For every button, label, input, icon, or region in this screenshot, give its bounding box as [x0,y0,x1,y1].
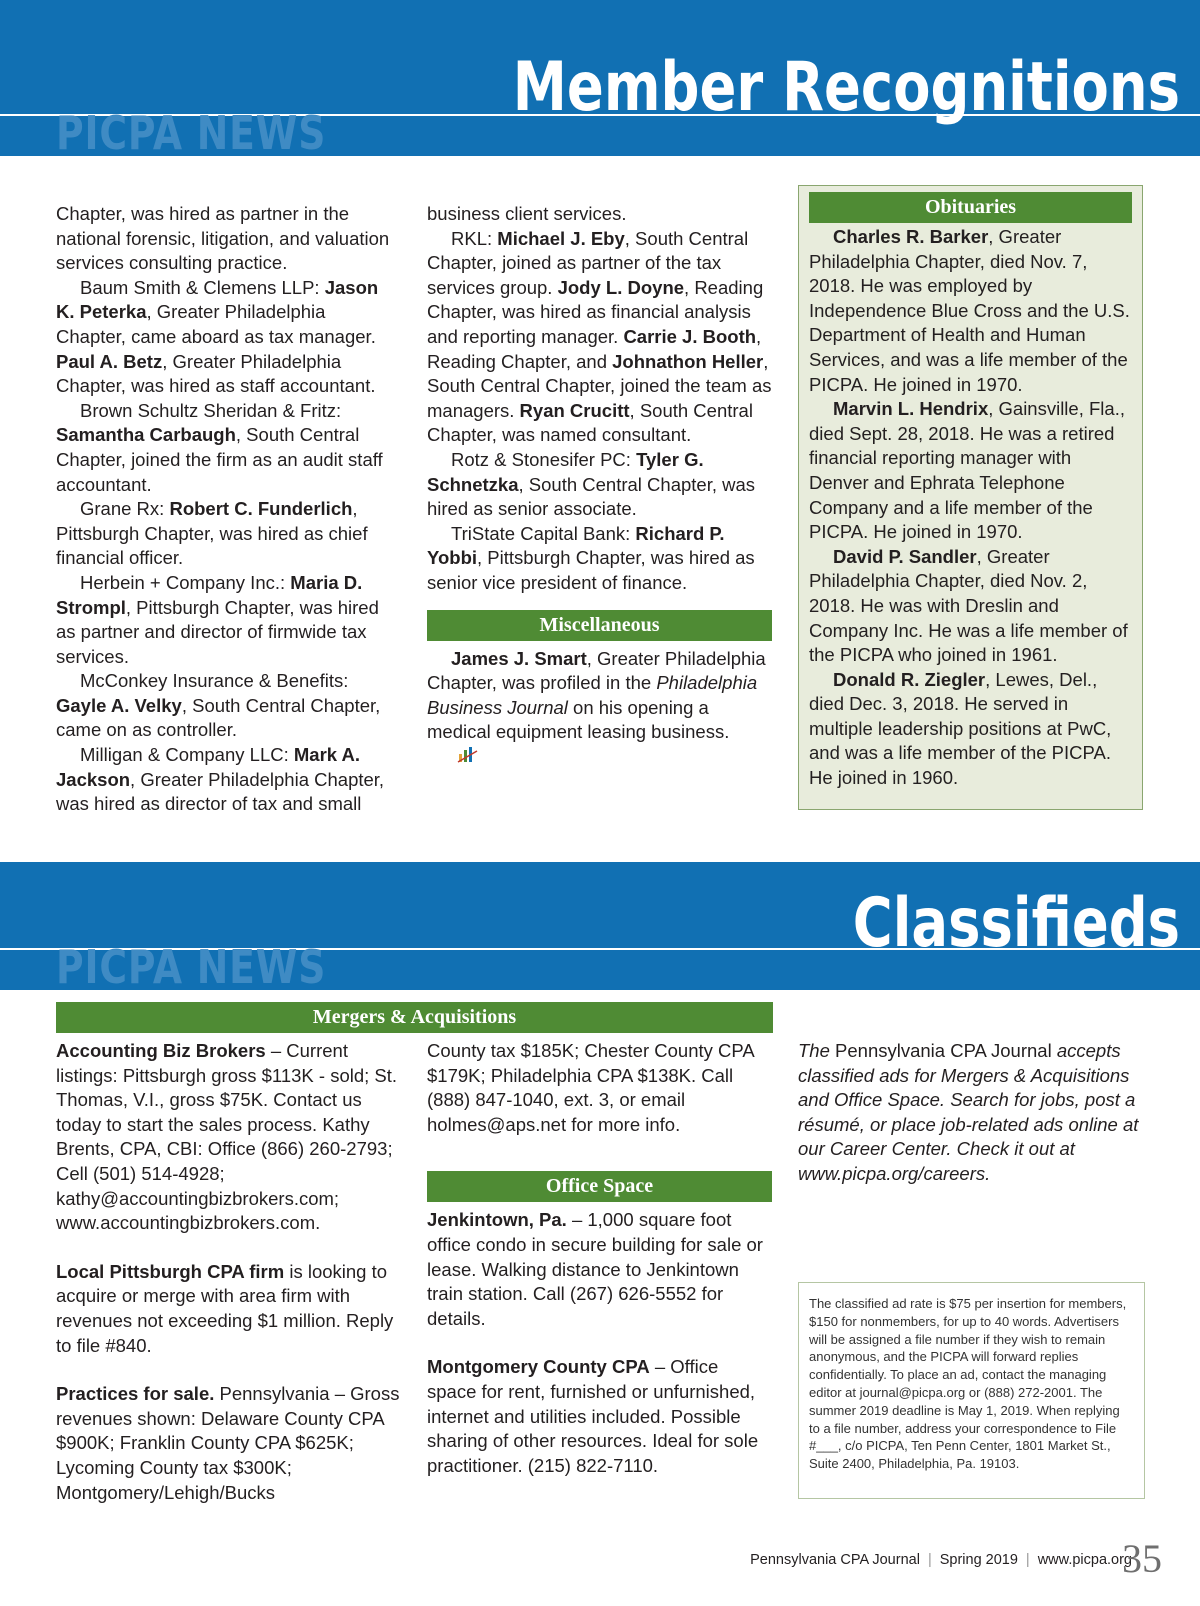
office-space-header: Office Space [427,1171,772,1202]
paragraph [427,448,772,522]
text-run: , Greater Philadelphia Chapter, was profiled in the [427,647,766,694]
text-run: , South Central Chapter, joined the firm as an audit staff accountant. [56,424,383,495]
text-run: , Reading Chapter, and [427,325,762,372]
bold-name: Johnathon Heller [612,350,764,372]
recognitions-column-2-text [427,202,772,596]
text-run: – Current listings: Pittsburgh gross $113K - sold; St. Thomas, V.I., gross $75K. Contact us today to start the sales process. Kathy Brents, CPA, CBI: Office (866) 260-2793; Cell (501) 514-4928; kathy@accountingbizbrokers.com; www.accountingbizbrokers.com. [56,1040,398,1234]
recognitions-column-1 [56,202,398,817]
footer-website: www.picpa.org [1037,1552,1132,1568]
paragraph [427,1355,772,1478]
bold-name: Carrie J. Booth [623,325,757,347]
text-run: Chapter, was hired as partner in the national forensic, litigation, and valuation services consulting practice. [56,203,390,274]
paragraph [427,1039,772,1137]
text-run: , Lewes, Del., died Dec. 3, 2018. He served in multiple leadership positions at PwC, and was a life member of the PICPA. He joined in 1960. [809,668,1112,789]
text-run: is looking to acquire or merge with area firm with revenues not exceeding $1 million. Reply to file #840. [56,1260,394,1356]
obituaries-header: Obituaries [809,192,1132,223]
paragraph-spacer [56,1358,401,1382]
text-run: , Pittsburgh Chapter, was hired as chief financial officer. [56,498,368,569]
classifieds-column-1 [56,1039,401,1505]
footer-separator: | [927,1552,932,1568]
paragraph-spacer [427,1331,772,1355]
text-run: , Greater Philadelphia Chapter, came aboard as tax manager. [56,301,376,347]
text-run: , Pittsburgh Chapter, was hired as senior vice president of finance. [427,547,755,593]
bold-name: Ryan Crucitt [519,399,630,421]
paragraph [809,545,1134,668]
miscellaneous-header: Miscellaneous [427,610,772,641]
paragraph [56,1260,401,1358]
text-run: , South Central Chapter, joined the team as managers. [427,350,772,421]
recognitions-column-2 [427,202,772,770]
italic-text: Philadelphia Business Journal [427,672,758,718]
text-run: – Office space for rent, furnished or unfurnished, internet and utilities included. Possible sharing of other resources. Ideal for sole practitioner. (215) 822-7110. [427,1356,759,1476]
miscellaneous-text [427,647,772,771]
paragraph [56,202,398,276]
text-run: – 1,000 square foot office condo in secure building for sale or lease. Walking distance to Jenkintown train station. Call (267) 626-5552 for details. [427,1209,763,1329]
paragraph [809,668,1134,791]
paragraph [56,399,398,497]
bold-name: Richard P. Yobbi [427,522,725,569]
bold-name: Maria D. Strompl [56,571,363,618]
text-run: , Greater Philadelphia Chapter, died Nov. 7, 2018. He was employed by Independence Blue Cross and the U.S. Department of Health and Human Services, and was a life member of the PICPA. He joined in 1970. [809,226,1130,395]
picpa-news-ghost-text: PICPA NEWS [56,106,327,160]
text-run: Pennsylvania CPA Journal [829,1040,1057,1061]
ad-rate-text: The classified ad rate is $75 per insertion for members, $150 for nonmembers, for up to 40 words. Advertisers will be assigned a file number if they wish to remain anonymous, and the PICPA will forward replies confidentially. To place an ad, contact the managing editor at journal@picpa.org or (888) 272-2001. The summer 2019 deadline is May 1, 2019. When replying to a file number, address your correspondence to File #___, c/o PICPA, Ten Penn Center, 1801 Market St., Suite 2400, Philadelphia, Pa. 19103. [809,1296,1127,1472]
classifieds-promo [798,1039,1143,1187]
text-run: , South Central Chapter, was named consultant. [427,399,753,446]
text-run: County tax $185K; Chester County CPA $179K; Philadelphia CPA $138K. Call (888) 847-1040, ext. 3, or email holmes@aps.net for more info. [427,1040,754,1135]
text-run: , South Central Chapter, was hired as senior associate. [427,473,756,520]
classifieds-banner [0,862,1200,994]
picpa-news-ghost-text: PICPA NEWS [56,940,327,994]
paragraph [56,743,398,817]
bold-name: Mark A. Jackson [56,744,361,790]
text-run: business client services. [427,203,627,224]
bold-name: Accounting Biz Brokers [56,1040,266,1061]
text-run: Herbein + Company Inc.: [80,571,291,593]
text-run: , South Central Chapter, joined as partner of the tax services group. [427,227,749,298]
bold-name: Donald R. Ziegler [833,668,986,690]
bold-name: Paul A. Betz [56,350,163,372]
bold-name: Jody L. Doyne [557,276,685,298]
paragraph [56,1039,401,1236]
bold-name: Michael J. Eby [497,227,625,249]
obituaries-text [809,225,1134,791]
paragraph [56,276,398,399]
bold-name: David P. Sandler [833,545,977,567]
paragraph [427,522,772,596]
page-number: 35 [1122,1536,1162,1581]
text-run: Milligan & Company LLC: [80,744,294,766]
text-run: Grane Rx: [80,498,170,520]
paragraph [56,1382,401,1505]
text-run: , Greater Philadelphia Chapter, was hired as director of tax and small [56,768,385,815]
bold-name: Jason K. Peterka [56,276,379,323]
paragraph [427,202,772,227]
italic-text: accepts classified ads for Mergers & Acquisitions and Office Space. Search for jobs, post a résumé, or place job-related ads online at our Career Center. Check it out at www.picpa.org/careers. [798,1040,1139,1184]
text-run: on his opening a medical equipment leasing business. [427,696,730,743]
paragraph [427,647,772,771]
text-run: TriState Capital Bank: [451,522,636,544]
bold-name: James J. Smart [451,647,587,669]
page-footer [750,1552,1132,1568]
paragraph [427,227,772,448]
end-mark-icon [433,746,479,771]
text-run: , Gainsville, Fla., died Sept. 28, 2018. He was a retired financial reporting manager with Denver and Ephrata Telephone Company and a life member of the PICPA. He joined in 1970. [809,398,1125,543]
italic-text: The [798,1040,830,1061]
text-run: Pennsylvania – Gross revenues shown: Delaware County CPA $900K; Franklin County CPA $625K; Lycoming County tax $300K; Montgomery/Lehigh/Bucks [56,1383,400,1503]
paragraph [56,571,398,669]
member-recognitions-banner [0,0,1200,160]
text-run: , Greater Philadelphia Chapter, was hired as staff accountant. [56,350,376,397]
paragraph-spacer [56,1236,401,1260]
footer-journal: Pennsylvania CPA Journal [750,1552,920,1568]
text-run: , Pittsburgh Chapter, was hired as partner and director of firmwide tax services. [56,596,379,667]
bold-name: Gayle A. Velky [56,694,182,716]
mergers-acquisitions-header: Mergers & Acquisitions [56,1002,773,1033]
section-title-classifieds: Classifieds [852,884,1180,963]
paragraph [809,225,1134,397]
bold-name: Montgomery County CPA [427,1356,650,1378]
text-run: RKL: [451,227,498,249]
paragraph [56,669,398,743]
obituaries-box [798,185,1143,810]
text-run: Baum Smith & Clemens LLP: [80,276,325,298]
paragraph [427,1208,772,1331]
text-run: , Greater Philadelphia Chapter, died Nov. 2, 2018. He was with Dreslin and Company Inc. He was a life member of the PICPA who joined in 1961. [809,545,1128,666]
paragraph [798,1039,1143,1187]
text-run: Brown Schultz Sheridan & Fritz: [80,399,342,421]
bold-name: Practices for sale. [56,1383,215,1405]
section-title-member-recognitions: Member Recognitions [512,48,1180,127]
text-run: , Reading Chapter, was hired as financial analysis and reporting manager. [427,276,764,347]
text-run: McConkey Insurance & Benefits: [80,670,349,692]
bold-name: Marvin L. Hendrix [833,398,989,420]
text-run: Rotz & Stonesifer PC: [451,448,637,470]
bold-name: Charles R. Barker [833,226,989,247]
text-run: , South Central Chapter, came on as controller. [56,694,381,741]
paragraph [809,397,1134,545]
footer-separator: | [1025,1552,1030,1568]
bold-name: Samantha Carbaugh [56,424,236,446]
bold-name: Robert C. Funderlich [169,498,353,520]
bold-name: Local Pittsburgh CPA firm [56,1260,285,1282]
bold-name: Jenkintown, Pa. [427,1209,567,1231]
paragraph [56,497,398,571]
classifieds-column-2 [427,1039,772,1478]
office-space-text [427,1208,772,1478]
footer-issue: Spring 2019 [939,1552,1018,1568]
bold-name: Tyler G. Schnetzka [427,448,704,495]
ad-rate-box [798,1282,1145,1499]
